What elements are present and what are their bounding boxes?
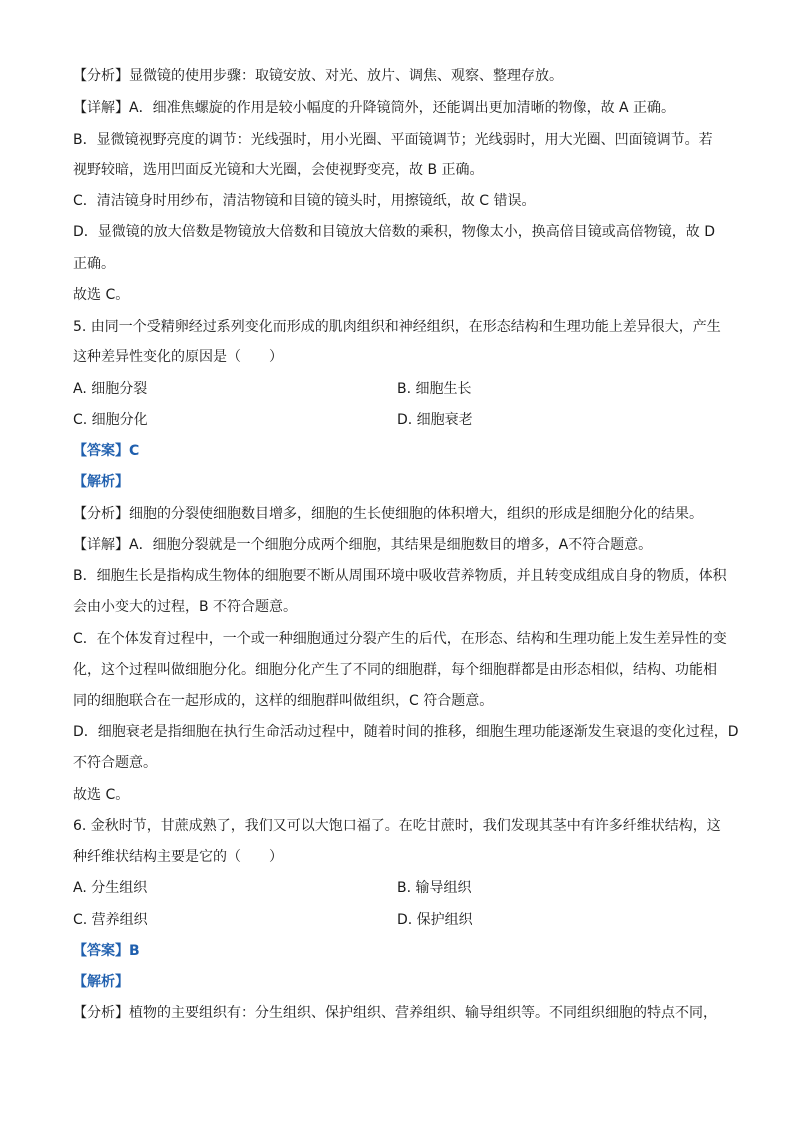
explanation-line: C．清洁镜身时用纱布，清洁物镜和目镜的镜头时，用擦镜纸，故 C 错误。: [73, 193, 536, 209]
question-6-stem: 种纤维状结构主要是它的（ ）: [73, 849, 283, 865]
conclusion-line: 故选 C。: [73, 287, 130, 303]
q6-option-d: D. 保护组织: [397, 912, 473, 928]
explanation-line: C．在个体发育过程中，一个或一种细胞通过分裂产生的后代，在形态、结构和生理功能上发生差异性的变: [73, 631, 727, 647]
q5-option-a: A. 细胞分裂: [73, 381, 148, 397]
explanation-line: 不符合题意。: [73, 755, 157, 771]
explanation-line: B．显微镜视野亮度的调节：光线强时，用小光圈、平面镜调节；光线弱时，用大光圈、凹面镜调节。若: [73, 132, 713, 148]
explanation-line: 会由小变大的过程，B 不符合题意。: [73, 599, 298, 615]
analysis-line: 【分析】植物的主要组织有：分生组织、保护组织、营养组织、输导组织等。不同组织细胞的特点不同，: [73, 1005, 717, 1021]
q6-solution-heading: 【解析】: [73, 974, 129, 990]
explanation-line: D．细胞衰老是指细胞在执行生命活动过程中，随着时间的推移，细胞生理功能逐渐发生衰退的变化过程，D: [73, 724, 739, 740]
question-6-stem: 6. 金秋时节，甘蔗成熟了，我们又可以大饱口福了。在吃甘蔗时，我们发现其茎中有许多纤维状结构，这: [73, 818, 721, 834]
explanation-line: 【详解】A．细胞分裂就是一个细胞分成两个细胞，其结果是细胞数目的增多，A不符合题意。: [73, 537, 653, 553]
q5-answer: 【答案】C: [73, 443, 140, 459]
q6-option-a: A. 分生组织: [73, 880, 148, 896]
analysis-line: 【分析】显微镜的使用步骤：取镜安放、对光、放片、调焦、观察、整理存放。: [73, 68, 563, 84]
q6-answer: 【答案】B: [73, 943, 140, 959]
analysis-line: 【分析】细胞的分裂使细胞数目增多，细胞的生长使细胞的体积增大，组织的形成是细胞分化的结果。: [73, 506, 703, 522]
explanation-line: 【详解】A．细准焦螺旋的作用是较小幅度的升降镜筒外，还能调出更加清晰的物像，故 A 正确。: [73, 100, 676, 116]
explanation-line: 同的细胞联合在一起形成的，这样的细胞群叫做组织，C 符合题意。: [73, 693, 494, 709]
q5-option-d: D. 细胞衰老: [397, 412, 473, 428]
q5-option-c: C. 细胞分化: [73, 412, 148, 428]
explanation-line: B．细胞生长是指构成生物体的细胞要不断从周围环境中吸收营养物质，并且转变成组成自身的物质，体积: [73, 568, 727, 584]
explanation-line: 正确。: [73, 256, 115, 272]
question-5-stem: 这种差异性变化的原因是（ ）: [73, 349, 283, 365]
explanation-line: D．显微镜的放大倍数是物镜放大倍数和目镜放大倍数的乘积，物像太小，换高倍目镜或高倍物镜，故 D: [73, 224, 716, 240]
q5-option-b: B. 细胞生长: [397, 381, 472, 397]
conclusion-line: 故选 C。: [73, 787, 130, 803]
q6-option-b: B. 输导组织: [397, 880, 472, 896]
q6-option-c: C. 营养组织: [73, 912, 148, 928]
q5-solution-heading: 【解析】: [73, 474, 129, 490]
question-5-stem: 5. 由同一个受精卵经过系列变化而形成的肌肉组织和神经组织，在形态结构和生理功能上差异很大，产生: [73, 319, 721, 335]
explanation-line: 视野较暗，选用凹面反光镜和大光圈，会使视野变亮，故 B 正确。: [73, 162, 484, 178]
explanation-line: 化，这个过程叫做细胞分化。细胞分化产生了不同的细胞群，每个细胞群都是由形态相似，结构、功能相: [73, 662, 717, 678]
